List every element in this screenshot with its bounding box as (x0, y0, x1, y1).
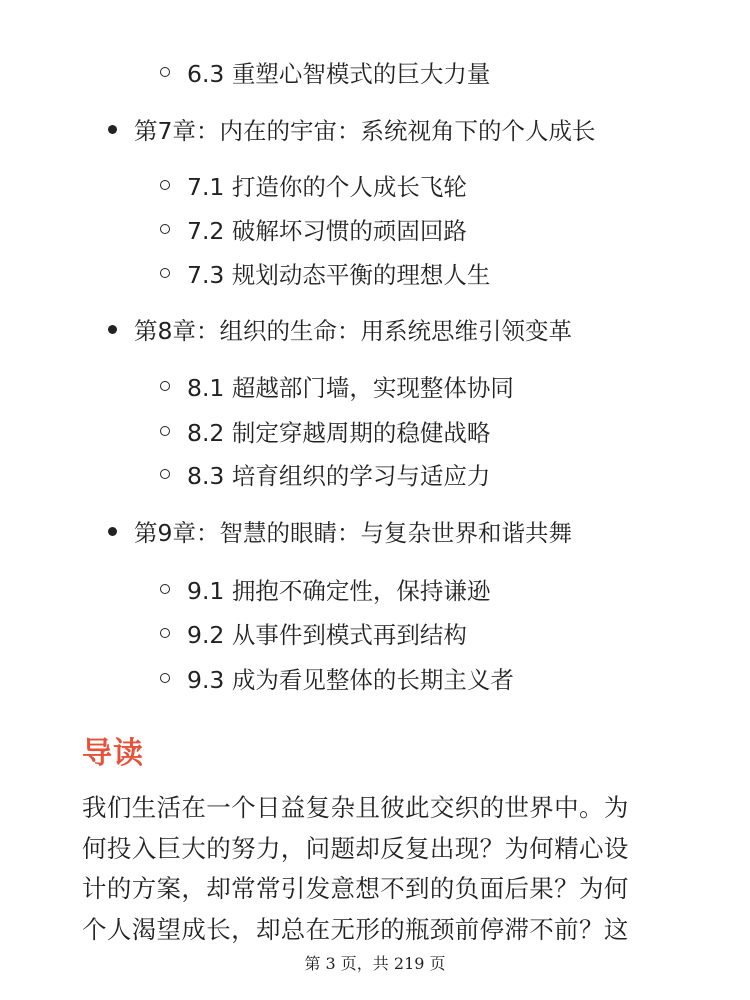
toc-section-8-1[interactable] (160, 369, 514, 403)
page-footer: 第 3 页，共 219 页 (304, 954, 446, 973)
toc-section-6-3[interactable] (160, 55, 490, 89)
hollow-bullet-icon (160, 180, 170, 190)
toc-item-label: 9.2 从事件到模式再到结构 (187, 621, 467, 649)
toc-section-9-3[interactable] (160, 661, 514, 695)
paragraph-line: 何投入巨大的努力，问题却反复出现？为何精心设 (82, 833, 629, 863)
toc-section-8-2[interactable] (160, 414, 490, 448)
toc-item-label: 7.3 规划动态平衡的理想人生 (187, 261, 491, 289)
hollow-bullet-icon (160, 584, 170, 594)
intro-paragraph (82, 788, 672, 950)
toc-section-9-2[interactable] (160, 616, 467, 650)
hollow-bullet-icon (160, 224, 170, 234)
toc-section-9-1[interactable] (160, 572, 490, 606)
toc-item-label: 第9章：智慧的眼睛：与复杂世界和谐共舞 (134, 519, 572, 547)
toc-section-7-1[interactable] (160, 168, 467, 202)
bullet-icon (108, 527, 117, 536)
toc-item-label: 8.3 培育组织的学习与适应力 (187, 462, 491, 490)
toc-item-label: 7.1 打造你的个人成长飞轮 (187, 173, 467, 201)
toc-chapter-8[interactable] (108, 312, 572, 346)
toc-section-7-3[interactable] (160, 256, 490, 290)
toc-section-8-3[interactable] (160, 457, 490, 491)
hollow-bullet-icon (160, 67, 170, 77)
toc-item-label: 7.2 破解坏习惯的顽固回路 (187, 217, 467, 245)
toc-item-label: 8.1 超越部门墙，实现整体协同 (187, 374, 514, 402)
toc-chapter-9[interactable] (108, 514, 572, 548)
hollow-bullet-icon (160, 673, 170, 683)
toc-item-label: 8.2 制定穿越周期的稳健战略 (187, 419, 491, 447)
toc-section-7-2[interactable] (160, 212, 467, 246)
paragraph-line: 个人渴望成长，却总在无形的瓶颈前停滞不前？这 (82, 914, 629, 944)
hollow-bullet-icon (160, 268, 170, 278)
toc-item-label: 6.3 重塑心智模式的巨大力量 (187, 60, 491, 88)
section-heading: 导读 (82, 736, 144, 771)
hollow-bullet-icon (160, 628, 170, 638)
hollow-bullet-icon (160, 381, 170, 391)
toc-item-label: 9.1 拥抱不确定性，保持谦逊 (187, 577, 491, 605)
toc-chapter-7[interactable] (108, 112, 595, 146)
paragraph-line: 我们生活在一个日益复杂且彼此交织的世界中。为 (82, 793, 629, 822)
paragraph-line: 计的方案，却常常引发意想不到的负面后果？为何 (82, 874, 629, 903)
toc-item-label: 第7章：内在的宇宙：系统视角下的个人成长 (134, 117, 596, 145)
hollow-bullet-icon (160, 426, 170, 436)
bullet-icon (108, 125, 117, 134)
toc-item-label: 第8章：组织的生命：用系统思维引领变革 (134, 317, 572, 345)
toc-item-label: 9.3 成为看见整体的长期主义者 (187, 666, 514, 694)
hollow-bullet-icon (160, 469, 170, 479)
bullet-icon (108, 325, 117, 334)
